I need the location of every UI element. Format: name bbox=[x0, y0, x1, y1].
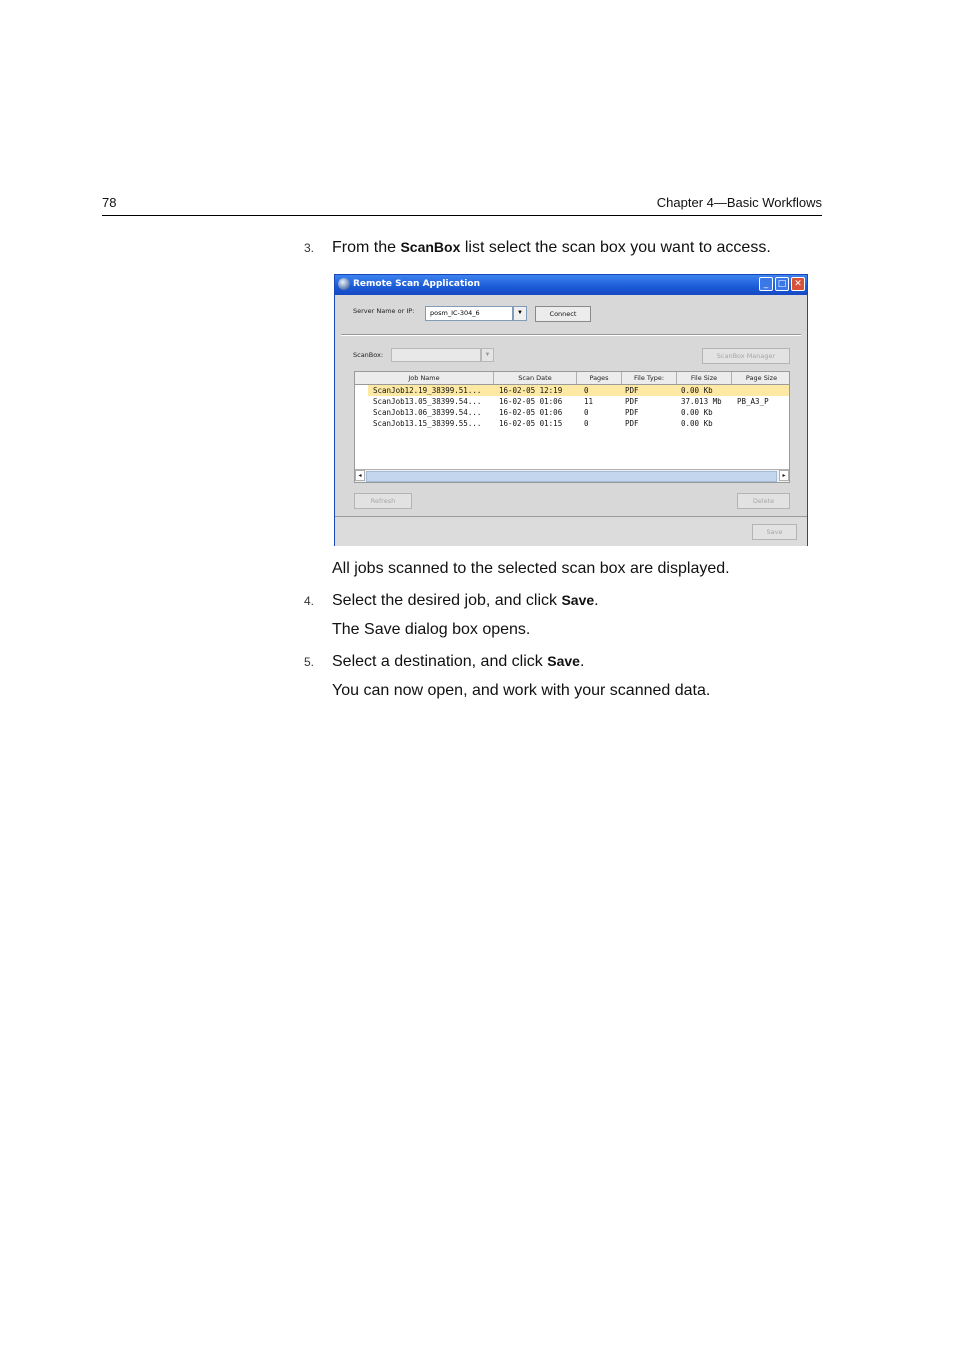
page-number: 78 bbox=[102, 195, 117, 210]
server-label: Server Name or IP: bbox=[353, 307, 415, 315]
scanbox-label: ScanBox: bbox=[353, 351, 384, 359]
column-header[interactable]: Pages bbox=[577, 372, 622, 384]
title-bar bbox=[335, 275, 807, 295]
step-text: . bbox=[594, 592, 599, 609]
pages-cell: 0 bbox=[584, 386, 589, 395]
horizontal-scrollbar[interactable] bbox=[355, 469, 789, 482]
ui-term: ScanBox bbox=[400, 239, 461, 255]
pages-cell: 0 bbox=[584, 408, 589, 417]
column-header[interactable]: Job Name bbox=[355, 372, 494, 384]
header-rule bbox=[102, 215, 822, 216]
step-text: Select a destination, and click bbox=[332, 653, 548, 670]
column-header[interactable]: Scan Date bbox=[494, 372, 577, 384]
scan-date-cell: 16-02-05 01:15 bbox=[499, 419, 563, 428]
step-text: list select the scan box you want to access. bbox=[460, 239, 771, 256]
result-text: The Save dialog box opens. bbox=[332, 621, 531, 638]
table-row[interactable] bbox=[355, 385, 789, 396]
scan-date-cell: 16-02-05 12:19 bbox=[499, 386, 563, 395]
jobs-table bbox=[354, 371, 790, 483]
file-type-cell: PDF bbox=[625, 386, 639, 395]
scanbox-manager-button[interactable]: ScanBox Manager bbox=[702, 348, 790, 364]
scrollbar-thumb[interactable] bbox=[366, 471, 777, 482]
step-text: From the bbox=[332, 239, 401, 256]
result-text: All jobs scanned to the selected scan box are displayed. bbox=[332, 560, 730, 577]
step-number: 5. bbox=[304, 655, 315, 669]
bottom-bar bbox=[335, 516, 807, 546]
step-text: Select the desired job, and click bbox=[332, 592, 562, 609]
scroll-left-icon[interactable]: ◂ bbox=[355, 470, 365, 481]
refresh-button[interactable]: Refresh bbox=[354, 493, 412, 509]
separator bbox=[341, 334, 801, 336]
table-header bbox=[355, 372, 789, 385]
column-header[interactable]: File Size bbox=[677, 372, 732, 384]
result-text: You can now open, and work with your scanned data. bbox=[332, 682, 711, 699]
minimize-button[interactable]: _ bbox=[759, 277, 773, 291]
ui-term: Save bbox=[561, 592, 595, 608]
ui-term: Save bbox=[547, 653, 580, 669]
delete-button[interactable]: Delete bbox=[737, 493, 790, 509]
pages-cell: 0 bbox=[584, 419, 589, 428]
window-title: Remote Scan Application bbox=[353, 279, 480, 289]
scanbox-select[interactable] bbox=[391, 348, 481, 362]
file-size-cell: 37.013 Mb bbox=[681, 397, 722, 406]
app-icon bbox=[338, 278, 350, 290]
scan-date-cell: 16-02-05 01:06 bbox=[499, 408, 563, 417]
table-row[interactable] bbox=[355, 418, 789, 429]
scan-date-cell: 16-02-05 01:06 bbox=[499, 397, 563, 406]
connect-button[interactable]: Connect bbox=[535, 306, 591, 322]
column-header[interactable]: Page Size bbox=[745, 374, 778, 382]
job-name-cell: ScanJob13.06_38399.54... bbox=[373, 408, 482, 417]
table-row[interactable] bbox=[355, 396, 789, 407]
column-header[interactable]: File Type: bbox=[622, 372, 677, 384]
close-button[interactable]: ✕ bbox=[791, 277, 805, 291]
remote-scan-window bbox=[334, 274, 808, 546]
file-size-cell: 0.00 Kb bbox=[681, 419, 713, 428]
server-dropdown-button[interactable]: ▼ bbox=[513, 306, 527, 321]
job-name-cell: ScanJob13.15_38399.55... bbox=[373, 419, 482, 428]
save-button[interactable]: Save bbox=[752, 524, 797, 540]
server-input[interactable]: posm_IC-304_6 bbox=[425, 306, 513, 321]
table-row[interactable] bbox=[355, 407, 789, 418]
file-type-cell: PDF bbox=[625, 408, 639, 417]
job-name-cell: ScanJob13.05_38399.54... bbox=[373, 397, 482, 406]
chapter-title: Chapter 4—Basic Workflows bbox=[656, 195, 822, 210]
scanbox-dropdown-button[interactable]: ▼ bbox=[481, 348, 494, 362]
step-text: . bbox=[579, 653, 585, 670]
page-size-cell: PB_A3_P bbox=[737, 397, 769, 406]
scroll-right-icon[interactable]: ▸ bbox=[779, 470, 789, 481]
file-size-cell: 0.00 Kb bbox=[681, 408, 713, 417]
file-type-cell: PDF bbox=[625, 419, 639, 428]
file-size-cell: 0.00 Kb bbox=[681, 386, 713, 395]
step-number: 3. bbox=[304, 241, 315, 255]
pages-cell: 11 bbox=[584, 397, 594, 406]
step-number: 4. bbox=[304, 594, 315, 608]
job-name-cell: ScanJob12.19_38399.51... bbox=[373, 386, 482, 395]
file-type-cell: PDF bbox=[625, 397, 639, 406]
maximize-button[interactable]: □ bbox=[775, 277, 789, 291]
